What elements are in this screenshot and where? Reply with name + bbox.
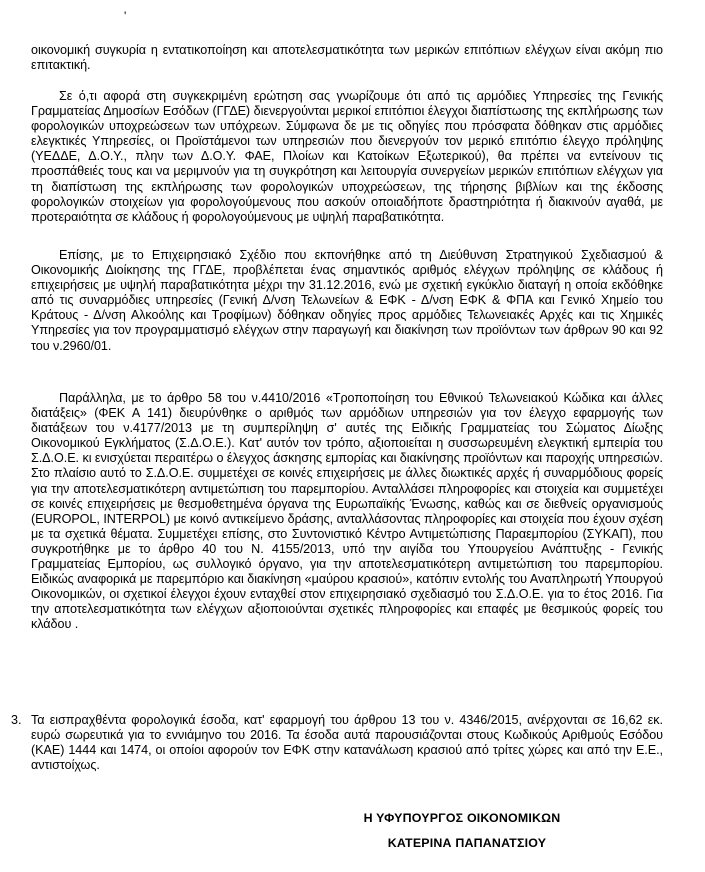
item-number: 3. [11, 713, 22, 727]
paragraph-text: Σε ό,τι αφορά στη συγκεκριμένη ερώτηση σας γνωρίζουμε ότι από τις αρμόδιες Υπηρεσίες της Γενικής Γραμματείας Δημοσίων Εσόδων (ΓΓΔΕ) διενεργούνται μερικοί επιτόπιοι έλεγχοι διαπίστωσης της εκπλήρωσης των φορολογικών υποχρεώσεων των υπόχρεων. Σύμφωνα δε με τις οδηγίες που πρόσφατα δόθηκαν στις αρμόδιες ελεγκτικές Υπηρεσίες, οι Προϊστάμενοι των υπηρεσιών που διενεργούν τον μερικό επιτόπιο έλεγχο πρόληψης (ΥΕΔΔΕ, Δ.Ο.Υ., πλην των Δ.Ο.Υ. ΦΑΕ, Πλοίων και Κατοίκων Εξωτερικού), θα πρέπει να εντείνουν τις προσπάθειές τους και να μεριμνούν για τη συγκρότηση και λειτουργία συνεργείων μερικών επιτόπιων ελέγχων για τη διαπίστωση της εκπλήρωσης των φορολογικών υποχρεώσεων, της τήρησης βιβλίων και της έκδοσης φορολογικών στοιχείων για φορολογούμενους που ασκούν οποιαδήποτε δραστηριότητα ή διακινούν αγαθά, με προτεραιότητα σε κλάδους ή φορολογούμενους με υψηλή παραβατικότητα. [31, 89, 663, 224]
paragraph-text: Παράλληλα, με το άρθρο 58 του ν.4410/2016 «Τροποποίηση του Εθνικού Τελωνειακού Κώδικα και άλλες διατάξεις» (ΦΕΚ Α 141) διευρύνθηκε ο αριθμός των αρμόδιων υπηρεσιών για τον έλεγχο εφαρμογής των διατάξεων του ν.4177/2013 με τη συμπερίληψη σ' αυτές της Ειδικής Γραμματείας του Σώματος Δίωξης Οικονομικού Εγκλήματος (Σ.Δ.Ο.Ε.). Κατ' αυτόν τον τρόπο, αξιοποιείται η συσσωρευμένη ελεγκτική εμπειρία του Σ.Δ.Ο.Ε. κι ενισχύεται περαιτέρω ο έλεγχος άσκησης εμπορίας και διακίνησης προϊόντων και παροχής υπηρεσιών. Στο πλαίσιο αυτό το Σ.Δ.Ο.Ε. συμμετέχει σε κοινές επιχειρήσεις με άλλες διωκτικές αρχές ή συναρμόδιους φορείς για την αποτελεσματικότερη αντιμετώπιση του παρεμπορίου. Ανταλλάσει πληροφορίες και στοιχεία και συμμετέχει σε κοινές επιχειρήσεις με θεσμοθετημένα όργανα της Ευρωπαϊκής Ένωσης, καθώς και σε διεθνείς οργανισμούς (EUROPOL, INTERPOL) με κοινό αντικείμενο δράσης, ανταλλάσοντας πληροφορίες και στοιχεία που έχουν σχέση με τα σχετικά θέματα. Συμμετέχει επίσης, στο Συντονιστικό Κέντρο Αντιμετώπισης Παραεμπορίου (ΣΥΚΑΠ), που συγκροτήθηκε με το άρθρο 40 του Ν. 4155/2013, υπό την αιγίδα του Υπουργείου Ανάπτυξης - Γενικής Γραμματείας Εμπορίου, ως συλλογικό όργανο, για την αποτελεσματικότερη αντιμετώπιση του παρεμπορίου. Ειδικώς αναφορικά με παρεμπόριο και διακίνηση «μαύρου κρασιού», κατόπιν εντολής του Αναπληρωτή Υπουργού Οικονομικών, οι σχετικοί έλεγχοι έχουν ενταχθεί στον επιχειρησιακό σχεδιασμό του Σ.Δ.Ο.Ε. για το έτος 2016. Για την αποτελεσματικότητα των ελέγχων αξιοποιούνται σχετικές πληροφορίες και επαφές με θεσμικούς φορείς του κλάδου . [31, 391, 663, 632]
paragraph-inspections [31, 89, 663, 225]
scan-mark: ' [124, 9, 127, 23]
signature-title: Η ΥΦΥΠΟΥΡΓΟΣ ΟΙΚΟΝΟΜΙΚΩΝ [363, 811, 561, 825]
signature-name: ΚΑΤΕΡΙΝΑ ΠΑΠΑΝΑΤΣΙΟΥ [387, 836, 547, 850]
item-text: Τα εισπραχθέντα φορολογικά έσοδα, κατ' εφαρμογή του άρθρου 13 του ν. 4346/2015, ανέρχονται σε 16,62 εκ. ευρώ σωρευτικά για το εννιάμηνο του 2016. Τα έσοδα αυτά παρουσιάζονται στους Κωδικούς Αριθμούς Εσόδου (ΚΑΕ) 1444 και 1474, οι οποίοι αφορούν τον ΕΦΚ στην κατανάλωση κρασιού από τρίτες χώρες και από την Ε.Ε., αντιστοίχως. [31, 713, 663, 773]
paragraph-text: Επίσης, με το Επιχειρησιακό Σχέδιο που εκπονήθηκε από τη Διεύθυνση Στρατηγικού Σχεδιασμού & Οικονομικής Διοίκησης της ΓΓΔΕ, προβλέπεται ένας σημαντικός αριθμός ελέγχων πρόληψης σε κλάδους ή επιχειρήσεις με υψηλή παραβατικότητα μέχρι την 31.12.2016, ενώ με σχετική εγκύκλιο διαταγή η οποία εκδόθηκε από τις συναρμόδιες υπηρεσίες (Γενική Δ/νση Τελωνείων & ΕΦΚ - Δ/νση ΕΦΚ & ΦΠΑ και Γενικό Χημείο του Κράτους - Δ/νση Αλκοόλης και Τροφίμων) δόθηκαν οδηγίες προς αρμόδιες Τελωνειακές Αρχές και τις Χημικές Υπηρεσίες για τον προγραμματισμό ελέγχων στην παραγωγή και διακίνηση των προϊόντων των άρθρων 90 και 92 του ν.2960/01. [31, 248, 663, 353]
intro-text: οικονομική συγκυρία η εντατικοποίηση και αποτελεσματικότητα των μερικών επιτόπιων ελέγχων είναι ακόμη πιο επιτακτική. [31, 43, 663, 73]
intro-paragraph [31, 43, 663, 73]
paragraph-operational-plan [31, 248, 663, 354]
paragraph-sdoe [31, 391, 663, 633]
